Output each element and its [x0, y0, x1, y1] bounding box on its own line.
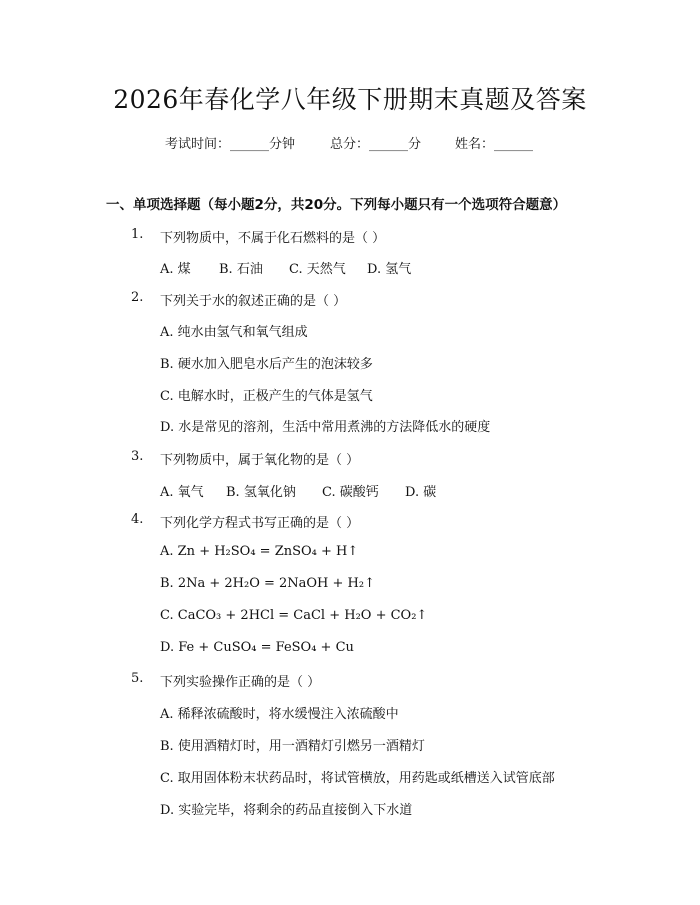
question-option: B. 使用酒精灯时，用一酒精灯引燃另一酒精灯 — [160, 739, 425, 754]
question-option: D. 碳 — [405, 485, 437, 500]
exam-title: 2026年春化学八年级下册期末真题及答案 — [113, 85, 587, 114]
question-stem: 下列关于水的叙述正确的是（ ） — [160, 294, 347, 309]
question-option: B. 氢氧化钠 — [226, 485, 296, 500]
question-number: 4. — [131, 512, 144, 527]
question-number: 5. — [131, 671, 144, 686]
question-option: D. Fe + CuSO₄ = FeSO₄ + Cu — [160, 640, 354, 655]
section-heading-single-choice: 一、单项选择题（每小题2分，共20分。下列每小题只有一个选项符合题意） — [106, 197, 567, 213]
question-option: B. 硬水加入肥皂水后产生的泡沫较多 — [160, 357, 373, 372]
question-option: C. 取用固体粉末状药品时，将试管横放，用药匙或纸槽送入试管底部 — [160, 771, 555, 786]
question-option: A. 氧气 — [160, 485, 204, 500]
question-option: D. 实验完毕，将剩余的药品直接倒入下水道 — [160, 803, 413, 818]
question-option: B. 2Na + 2H₂O = 2NaOH + H₂↑ — [160, 576, 375, 591]
question-option: C. 天然气 — [289, 262, 346, 277]
question-option: D. 氢气 — [367, 262, 412, 277]
question-stem: 下列实验操作正确的是（ ） — [160, 675, 321, 690]
question-option: B. 石油 — [219, 262, 263, 277]
question-option: A. Zn + H₂SO₄ = ZnSO₄ + H↑ — [160, 544, 359, 559]
question-option: C. CaCO₃ + 2HCl = CaCl + H₂O + CO₂↑ — [160, 608, 428, 623]
question-option: C. 电解水时，正极产生的气体是氢气 — [160, 389, 373, 404]
question-option: D. 水是常见的溶剂，生活中常用煮沸的方法降低水的硬度 — [160, 420, 491, 435]
question-number: 1. — [131, 227, 144, 242]
exam-score-field: 总分：______分 — [330, 137, 422, 152]
question-option: C. 碳酸钙 — [322, 485, 379, 500]
question-number: 3. — [131, 449, 144, 464]
question-stem: 下列化学方程式书写正确的是（ ） — [160, 516, 360, 531]
question-option: A. 稀释浓硫酸时，将水缓慢注入浓硫酸中 — [160, 707, 399, 722]
question-number: 2. — [131, 290, 144, 305]
question-option: A. 纯水由氢气和氧气组成 — [160, 325, 308, 340]
question-stem: 下列物质中，属于氧化物的是（ ） — [160, 453, 360, 468]
question-stem: 下列物质中，不属于化石燃料的是（ ） — [160, 231, 386, 246]
question-option: A. 煤 — [160, 262, 191, 277]
student-name-field: 姓名：______ — [455, 137, 534, 152]
exam-time-field: 考试时间：______分钟 — [165, 137, 296, 152]
